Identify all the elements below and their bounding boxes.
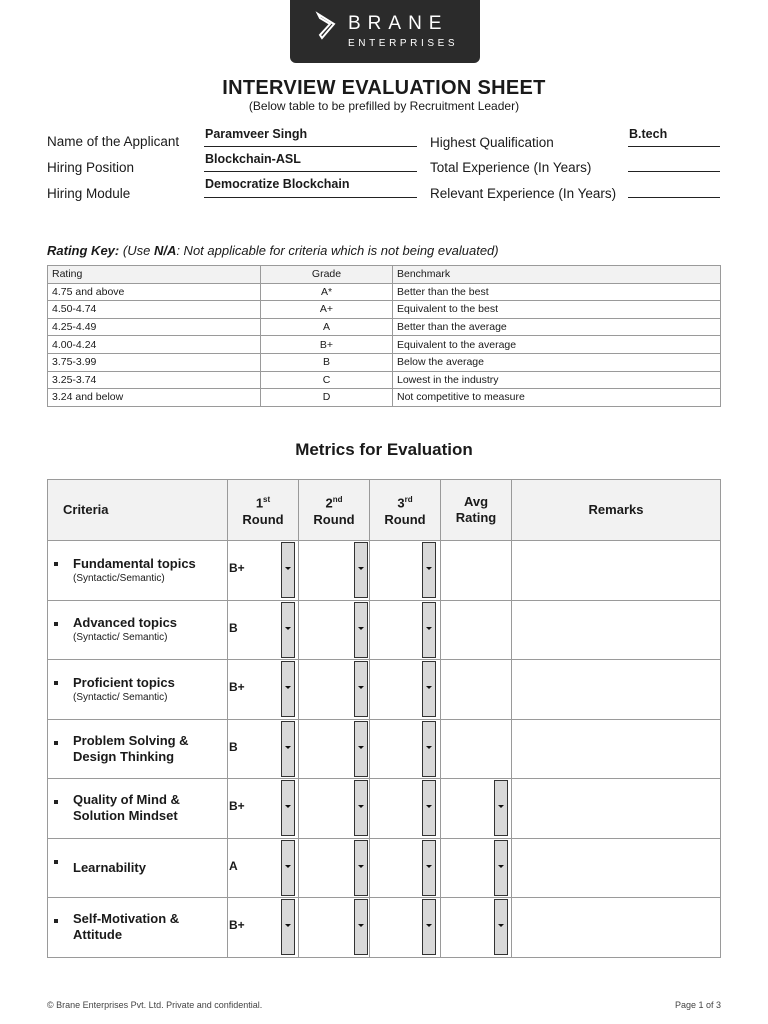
rating-range-cell: 4.25-4.49 (48, 318, 261, 336)
rating-range-cell: 4.50-4.74 (48, 301, 261, 319)
chevron-down-icon (498, 924, 504, 927)
bullet-icon (54, 622, 58, 626)
grade-cell: C (261, 371, 393, 389)
rating-key-row (48, 283, 721, 301)
avg-rating-cell (441, 719, 512, 779)
benchmark-cell: Below the average (393, 353, 721, 371)
rating-key-caption: Rating Key: (Use N/A: Not applicable for criteria which is not being evaluated) (47, 243, 499, 258)
round-3-header: 3rd Round (370, 480, 441, 541)
round-3-dropdown[interactable] (422, 840, 436, 896)
hiring-module-field[interactable]: Democratize Blockchain (204, 177, 417, 198)
round-1-value: B+ (229, 918, 245, 932)
rating-range-cell: 3.24 and below (48, 389, 261, 407)
round-3-cell (370, 541, 441, 601)
round-1-cell (228, 600, 299, 660)
avg-rating-dropdown[interactable] (494, 899, 508, 955)
footer-copyright: © Brane Enterprises Pvt. Ltd. Private and confidential. (47, 1000, 263, 1010)
criteria-cell (48, 541, 228, 601)
applicant-name-label: Name of the Applicant (47, 134, 180, 149)
bullet-icon (54, 681, 58, 685)
document-title: INTERVIEW EVALUATION SHEET (222, 77, 546, 99)
remarks-header: Remarks (512, 480, 721, 541)
criteria-cell (48, 898, 228, 958)
chevron-down-icon (358, 686, 364, 689)
remarks-cell[interactable] (512, 660, 721, 720)
round-1-value: A (229, 858, 238, 873)
benchmark-cell: Equivalent to the best (393, 301, 721, 319)
document-subtitle: (Below table to be prefilled by Recruitment Leader) (248, 99, 520, 113)
criteria-cell (48, 838, 228, 898)
qualification-label: Highest Qualification (430, 135, 554, 150)
criteria-subtext: (Syntactic/ Semantic) (73, 691, 168, 703)
rating-key-table (47, 265, 721, 407)
metrics-row (48, 898, 721, 958)
round-3-cell (370, 898, 441, 958)
round-2-dropdown[interactable] (354, 899, 368, 955)
round-2-dropdown[interactable] (354, 542, 368, 598)
grade-cell: B (261, 353, 393, 371)
criteria-name-line2: Solution Mindset (73, 808, 178, 824)
chevron-down-icon (358, 746, 364, 749)
rating-key-header: Grade (261, 266, 393, 284)
chevron-down-icon (285, 627, 291, 630)
criteria-cell (48, 779, 228, 839)
chevron-down-icon (426, 924, 432, 927)
round-1-dropdown[interactable] (281, 602, 295, 658)
benchmark-cell: Equivalent to the average (393, 336, 721, 354)
round-1-cell (228, 541, 299, 601)
metrics-row (48, 600, 721, 660)
chevron-down-icon (285, 865, 291, 868)
relevant-experience-field[interactable] (628, 177, 720, 198)
avg-rating-cell (441, 838, 512, 898)
avg-rating-cell (441, 779, 512, 839)
remarks-cell[interactable] (512, 719, 721, 779)
rating-key-label: Rating Key: (47, 243, 120, 258)
round-1-cell (228, 719, 299, 779)
round-1-dropdown[interactable] (281, 780, 295, 836)
criteria-cell (48, 660, 228, 720)
benchmark-cell: Not competitive to measure (393, 389, 721, 407)
criteria-name: Problem Solving & (73, 732, 189, 748)
round-1-dropdown[interactable] (281, 840, 295, 896)
round-2-dropdown[interactable] (354, 602, 368, 658)
metrics-row (48, 719, 721, 779)
bullet-icon (54, 919, 58, 923)
round-1-value: B+ (229, 799, 245, 813)
hiring-module-label: Hiring Module (47, 186, 131, 201)
grade-cell: D (261, 389, 393, 407)
round-1-cell (228, 838, 299, 898)
chevron-down-icon (426, 746, 432, 749)
round-1-dropdown[interactable] (281, 661, 295, 717)
avg-rating-cell (441, 600, 512, 660)
rating-key-row (48, 371, 721, 389)
criteria-name-line2: Attitude (73, 927, 123, 943)
remarks-cell[interactable] (512, 838, 721, 898)
metrics-row (48, 779, 721, 839)
round-1-cell (228, 660, 299, 720)
round-2-cell (299, 898, 370, 958)
round-2-cell (299, 779, 370, 839)
metrics-row (48, 541, 721, 601)
avg-rating-header: Avg Rating (441, 480, 512, 541)
chevron-down-icon (426, 627, 432, 630)
grade-cell: A+ (261, 301, 393, 319)
remarks-cell[interactable] (512, 898, 721, 958)
hiring-position-field[interactable]: Blockchain-ASL (204, 152, 417, 172)
qualification-field[interactable]: B.tech (628, 127, 720, 147)
round-3-cell (370, 779, 441, 839)
rating-range-cell: 4.00-4.24 (48, 336, 261, 354)
criteria-name: Proficient topics (73, 674, 175, 690)
round-3-cell (370, 719, 441, 779)
round-2-dropdown[interactable] (354, 661, 368, 717)
chevron-down-icon (285, 567, 291, 570)
round-1-value: B (229, 620, 238, 635)
criteria-cell (48, 600, 228, 660)
criteria-cell (48, 719, 228, 779)
chevron-down-icon (358, 865, 364, 868)
round-3-dropdown[interactable] (422, 542, 436, 598)
criteria-name: Quality of Mind & (73, 792, 180, 808)
avg-rating-dropdown[interactable] (494, 780, 508, 836)
round-3-cell (370, 838, 441, 898)
metrics-title: Metrics for Evaluation (295, 440, 473, 459)
bullet-icon (54, 562, 58, 566)
round-2-dropdown[interactable] (354, 780, 368, 836)
rating-key-row (48, 301, 721, 319)
rating-key-header-row (48, 266, 721, 284)
round-3-dropdown[interactable] (422, 780, 436, 836)
benchmark-cell: Lowest in the industry (393, 371, 721, 389)
bullet-icon (54, 741, 58, 745)
rating-key-row (48, 318, 721, 336)
benchmark-cell: Better than the best (393, 283, 721, 301)
round-1-header: 1st Round (228, 480, 299, 541)
chevron-down-icon (498, 805, 504, 808)
chevron-down-icon (358, 805, 364, 808)
avg-rating-cell (441, 541, 512, 601)
round-3-dropdown[interactable] (422, 721, 436, 777)
hiring-position-label: Hiring Position (47, 160, 135, 175)
rating-range-cell: 3.25-3.74 (48, 371, 261, 389)
rating-key-row (48, 389, 721, 407)
chevron-down-icon (285, 924, 291, 927)
rating-key-header: Benchmark (393, 266, 721, 284)
brand-logo (290, 0, 480, 63)
applicant-name-field[interactable]: Paramveer Singh (204, 127, 417, 147)
metrics-row (48, 838, 721, 898)
grade-cell: A (261, 318, 393, 336)
criteria-name: Advanced topics (73, 615, 178, 631)
remarks-cell[interactable] (512, 779, 721, 839)
criteria-subtext: (Syntactic/Semantic) (73, 572, 165, 584)
relevant-experience-label: Relevant Experience (In Years) (430, 186, 617, 201)
round-3-cell (370, 660, 441, 720)
total-experience-field[interactable] (628, 152, 720, 172)
round-3-dropdown[interactable] (422, 602, 436, 658)
round-1-dropdown[interactable] (281, 721, 295, 777)
chevron-down-icon (498, 865, 504, 868)
metrics-row (48, 660, 721, 720)
round-1-value: B+ (229, 561, 245, 575)
criteria-subtext: (Syntactic/ Semantic) (73, 632, 168, 644)
avg-rating-dropdown[interactable] (494, 840, 508, 896)
chevron-down-icon (285, 805, 291, 808)
bullet-icon (54, 800, 58, 804)
round-2-dropdown[interactable] (354, 721, 368, 777)
rating-range-cell: 3.75-3.99 (48, 353, 261, 371)
chevron-down-icon (426, 865, 432, 868)
round-1-cell (228, 898, 299, 958)
bullet-icon (54, 860, 58, 864)
chevron-down-icon (426, 805, 432, 808)
logo-subtitle: ENTERPRISES (348, 38, 459, 49)
rating-key-row (48, 353, 721, 371)
remarks-cell[interactable] (512, 541, 721, 601)
criteria-header: Criteria (48, 480, 228, 541)
chevron-down-icon (426, 686, 432, 689)
round-1-cell (228, 779, 299, 839)
criteria-name: Learnability (73, 859, 146, 875)
chevron-down-icon (285, 746, 291, 749)
metrics-table (47, 479, 721, 958)
round-2-cell (299, 838, 370, 898)
round-3-cell (370, 600, 441, 660)
brane-logo-icon (314, 11, 340, 41)
chevron-down-icon (285, 686, 291, 689)
rating-range-cell: 4.75 and above (48, 283, 261, 301)
footer-page-number: Page 1 of 3 (674, 1000, 721, 1010)
round-2-dropdown[interactable] (354, 840, 368, 896)
round-2-cell (299, 600, 370, 660)
round-3-dropdown[interactable] (422, 899, 436, 955)
criteria-name-line2: Design Thinking (73, 748, 175, 764)
rating-key-header: Rating (48, 266, 261, 284)
grade-cell: B+ (261, 336, 393, 354)
round-2-cell (299, 719, 370, 779)
avg-rating-cell (441, 660, 512, 720)
round-1-dropdown[interactable] (281, 542, 295, 598)
chevron-down-icon (358, 924, 364, 927)
grade-cell: A* (261, 283, 393, 301)
total-experience-label: Total Experience (In Years) (430, 160, 592, 175)
logo-name: BRANE (348, 13, 449, 34)
round-1-value: B+ (229, 680, 245, 694)
round-1-value: B (229, 739, 238, 754)
chevron-down-icon (358, 627, 364, 630)
benchmark-cell: Better than the average (393, 318, 721, 336)
round-1-dropdown[interactable] (281, 899, 295, 955)
round-2-header: 2nd Round (299, 480, 370, 541)
avg-rating-cell (441, 898, 512, 958)
round-3-dropdown[interactable] (422, 661, 436, 717)
round-2-cell (299, 660, 370, 720)
chevron-down-icon (358, 567, 364, 570)
rating-key-row (48, 336, 721, 354)
chevron-down-icon (426, 567, 432, 570)
metrics-header-row (48, 480, 721, 541)
remarks-cell[interactable] (512, 600, 721, 660)
criteria-name: Self-Motivation & (73, 911, 180, 927)
round-2-cell (299, 541, 370, 601)
criteria-name: Fundamental topics (73, 555, 196, 571)
